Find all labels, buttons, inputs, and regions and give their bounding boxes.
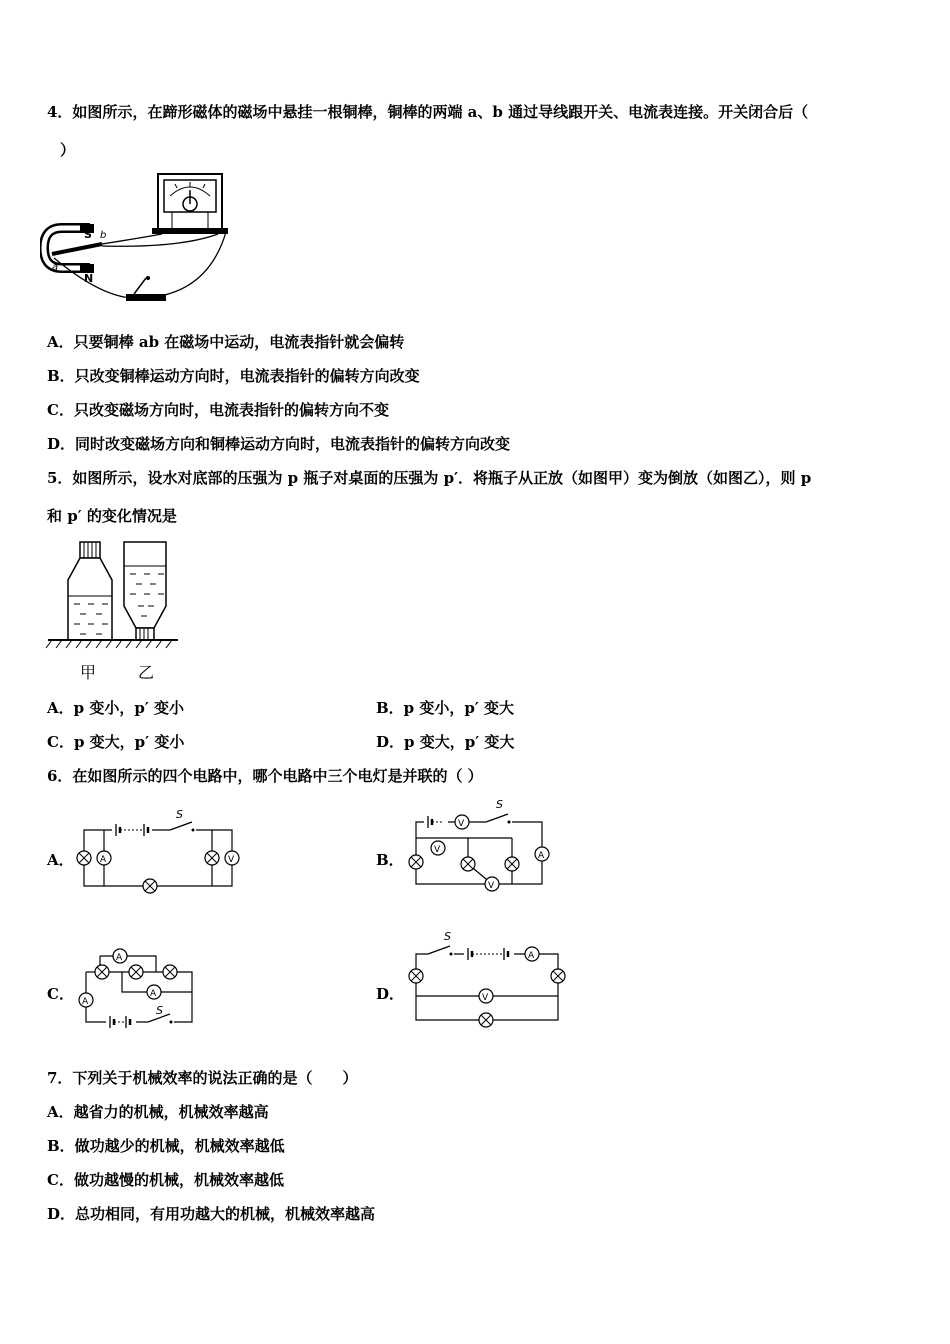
q7-option-b: B．做功越少的机械，机械效率越低 [47, 1137, 285, 1155]
q6-circuit-d [402, 928, 572, 1032]
q4-stem-line2: ） [60, 141, 76, 159]
q7-stem: 7．下列关于机械效率的说法正确的是（ ） [47, 1069, 358, 1087]
q6-option-b-letter: B． [376, 851, 404, 869]
ammeter-label-a: A [100, 855, 107, 865]
label-a: a [52, 262, 59, 273]
q4-option-d: D．同时改变磁场方向和铜棒运动方向时，电流表指针的偏转方向改变 [47, 435, 511, 453]
q6-option-d-letter: D． [376, 985, 405, 1003]
q5-stem-line1: 5．如图所示，设水对底部的压强为 p 瓶子对桌面的压强为 p′．将瓶子从正放（如图甲）变为倒放（如图乙），则 p [47, 469, 812, 487]
q5-option-b: B．p 变小，p′ 变大 [376, 699, 515, 717]
ammeter-label-c2: A [150, 989, 157, 999]
q4-option-c: C．只改变磁场方向时，电流表指针的偏转方向不变 [47, 401, 389, 419]
q5-option-d: D．p 变大，p′ 变大 [376, 733, 515, 751]
q5-option-c: C．p 变大，p′ 变小 [47, 733, 185, 751]
label-n: N [84, 272, 94, 285]
ammeter-label-d: A [528, 951, 535, 961]
q5-option-a: A．p 变小，p′ 变小 [47, 699, 185, 717]
q4-option-b: B．只改变铜棒运动方向时，电流表指针的偏转方向改变 [47, 367, 420, 385]
label-s: S [84, 228, 92, 241]
ammeter-label-c3: A [82, 997, 89, 1007]
q5-bottles-figure [44, 536, 184, 686]
ammeter-label-c1: A [116, 953, 123, 963]
q7-option-d: D．总功相同，有用功越大的机械，机械效率越高 [47, 1205, 376, 1223]
voltmeter-label-d: V [482, 993, 489, 1003]
label-jia: 甲 [80, 663, 97, 682]
switch-label-c: S [156, 1004, 163, 1017]
label-b: b [100, 230, 107, 241]
voltmeter-label-b1: V [458, 819, 465, 829]
q6-circuit-c [72, 938, 202, 1030]
voltmeter-label-b3: V [488, 881, 495, 891]
q6-circuit-b [402, 796, 562, 900]
q6-option-c-letter: C． [47, 985, 74, 1003]
voltmeter-label-a: V [228, 855, 235, 865]
switch-label-a: S [176, 808, 183, 821]
q4-magnet-circuit-figure [40, 168, 240, 314]
ammeter-label-b: A [538, 851, 545, 861]
q6-stem: 6．在如图所示的四个电路中，哪个电路中三个电灯是并联的（ ） [47, 767, 483, 785]
q7-option-c: C．做功越慢的机械，机械效率越低 [47, 1171, 284, 1189]
q4-option-a: A．只要铜棒 ab 在磁场中运动，电流表指针就会偏转 [47, 333, 405, 351]
label-yi: 乙 [138, 663, 155, 682]
switch-label-b: S [496, 798, 503, 811]
voltmeter-label-b2: V [434, 845, 441, 855]
q5-stem-line2: 和 p′ 的变化情况是 [47, 507, 177, 525]
q6-circuit-a [72, 804, 252, 900]
switch-label-d: S [444, 930, 451, 943]
q7-option-a: A．越省力的机械，机械效率越高 [47, 1103, 269, 1121]
q4-stem-line1: 4．如图所示，在蹄形磁体的磁场中悬挂一根铜棒，铜棒的两端 a、b 通过导线跟开关、电流表连接。开关闭合后（ [47, 103, 809, 121]
q6-option-a-letter: A． [47, 851, 74, 869]
